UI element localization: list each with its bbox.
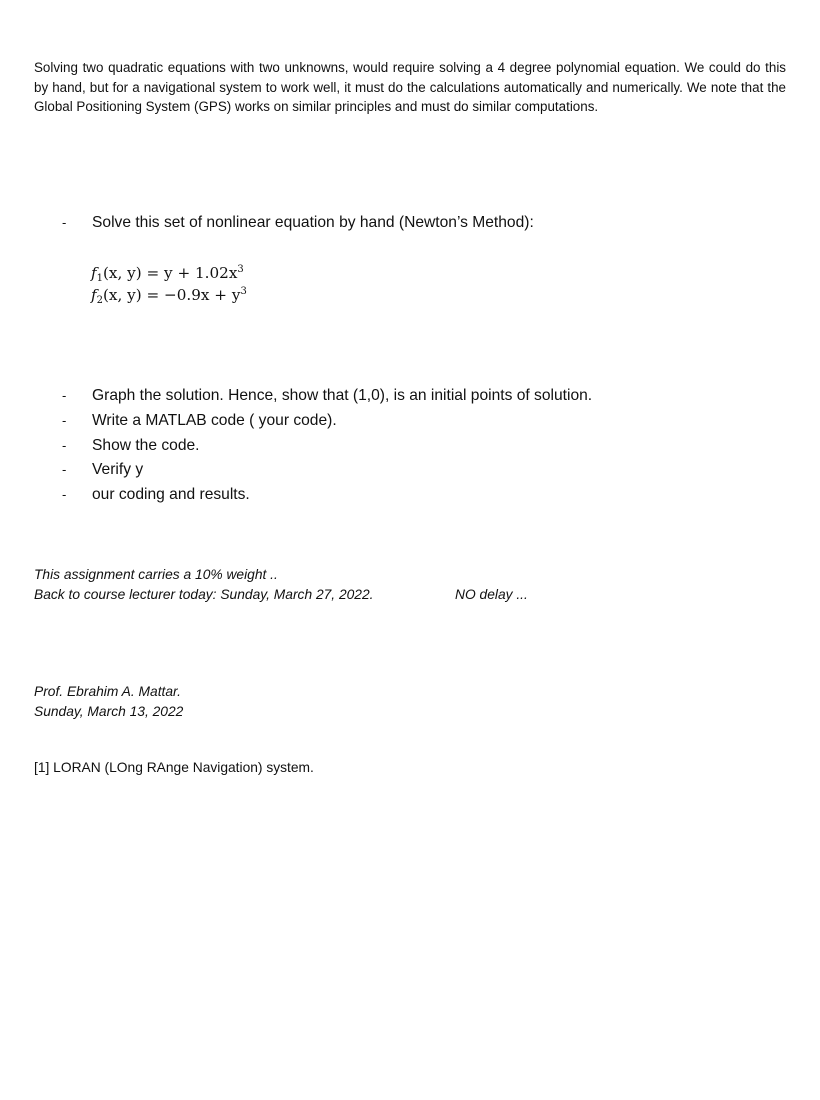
bullet-dash: - xyxy=(62,215,67,230)
task-text: Solve this set of nonlinear equation by hand (Newton’s Method): xyxy=(92,214,534,231)
deadline-note: Back to course lecturer today: Sunday, March 27, 2022. xyxy=(34,587,374,602)
task-item-solve xyxy=(62,211,534,236)
task-text: Show the code. xyxy=(92,436,200,454)
task-item-results xyxy=(62,483,592,508)
task-item-verify xyxy=(62,458,592,483)
function-symbol: f xyxy=(91,264,97,282)
task-item-show-code xyxy=(62,434,592,459)
function-args: (x, y) xyxy=(103,264,142,282)
exponent: 3 xyxy=(240,286,247,297)
signature-date: Sunday, March 13, 2022 xyxy=(34,704,184,719)
footnote: [1] LORAN (LOng RAnge Navigation) system. xyxy=(34,760,314,775)
function-symbol: f xyxy=(91,286,97,304)
task-list-primary xyxy=(62,211,534,236)
exponent: 3 xyxy=(237,264,244,275)
equation-block xyxy=(91,262,247,306)
function-index: 2 xyxy=(96,295,103,306)
task-text: Write a MATLAB code ( your code). xyxy=(92,411,337,429)
intro-paragraph: Solving two quadratic equations with two unknowns, would require solving a 4 degree polynomial equation. We could do this by hand, but for a navigational system to work well, it must do the calculations automatically and numerically. We note that the Global Positioning System (GPS) works on similar principles and must do similar computations. xyxy=(34,60,786,115)
bullet-dash: - xyxy=(62,437,67,453)
bullet-dash: - xyxy=(62,412,67,428)
task-text: Verify y xyxy=(92,461,144,479)
equation-f1 xyxy=(91,262,247,284)
function-index: 1 xyxy=(96,273,103,284)
task-text: Graph the solution. Hence, show that (1,0), is an initial points of solution. xyxy=(92,387,593,404)
bullet-dash: - xyxy=(62,388,67,403)
function-args: (x, y) xyxy=(103,286,142,304)
task-text: our coding and results. xyxy=(92,486,250,504)
bullet-dash: - xyxy=(62,462,67,478)
delay-note: NO delay ... xyxy=(455,587,528,602)
signature-name: Prof. Ebrahim A. Mattar. xyxy=(34,684,181,699)
equation-rhs: = y + 1.02x xyxy=(141,264,238,282)
equation-f2 xyxy=(91,284,247,306)
equation-rhs: = −0.9x + y xyxy=(141,286,241,304)
task-list-secondary xyxy=(62,384,592,508)
task-item-graph xyxy=(62,384,592,409)
task-item-matlab xyxy=(62,409,592,434)
bullet-dash: - xyxy=(62,487,67,503)
weight-note: This assignment carries a 10% weight .. xyxy=(34,567,278,582)
